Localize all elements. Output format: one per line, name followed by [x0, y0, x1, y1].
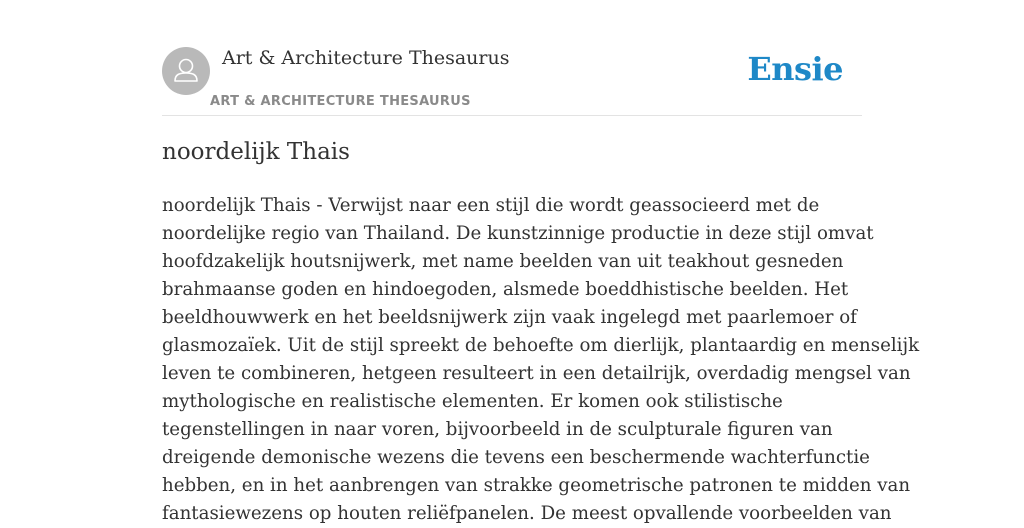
source-title[interactable]: Art & Architecture Thesaurus — [222, 47, 510, 69]
definition-text — [162, 192, 920, 528]
definition-line: dreigende demonische wezens die tevens een beschermende wachterfunctie — [162, 447, 870, 468]
user-avatar-icon[interactable] — [162, 47, 210, 95]
source-subtitle[interactable]: ART & ARCHITECTURE THESAURUS — [210, 94, 471, 109]
definition-line: mythologische en realistische elementen. Er komen ook stilistische — [162, 391, 783, 412]
source-header — [162, 47, 862, 116]
definition-line: hoofdzakelijk houtsnijwerk, met name beelden van uit teakhout gesneden — [162, 251, 844, 272]
definition-line: beeldhouwwerk en het beeldsnijwerk zijn vaak ingelegd met paarlemoer of — [162, 307, 857, 328]
ensie-logo-link[interactable]: Ensie — [747, 50, 843, 88]
definition-line: noordelijk Thais - Verwijst naar een stijl die wordt geassocieerd met de — [162, 195, 820, 216]
definition-line: hebben, en in het aanbrengen van strakke geometrische patronen te midden van — [162, 475, 911, 496]
definition-line: glasmozaïek. Uit de stijl spreekt de behoefte om dierlijk, plantaardig en menselijk — [162, 335, 920, 356]
definition-line: brahmaanse goden en hindoegoden, alsmede boeddhistische beelden. Het — [162, 279, 849, 300]
definition-line: noordelijke regio van Thailand. De kunstzinnige productie in deze stijl omvat — [162, 223, 874, 244]
definition-line: leven te combineren, hetgeen resulteert in een detailrijk, overdadig mengsel van — [162, 363, 911, 384]
header-divider — [162, 115, 862, 116]
definition-line: tegenstellingen in naar voren, bijvoorbeeld in de sculpturale figuren van — [162, 419, 833, 440]
page-title: noordelijk Thais — [162, 139, 350, 165]
definition-line: fantasiewezens op houten reliëfpanelen. De meest opvallende voorbeelden van — [162, 503, 892, 524]
